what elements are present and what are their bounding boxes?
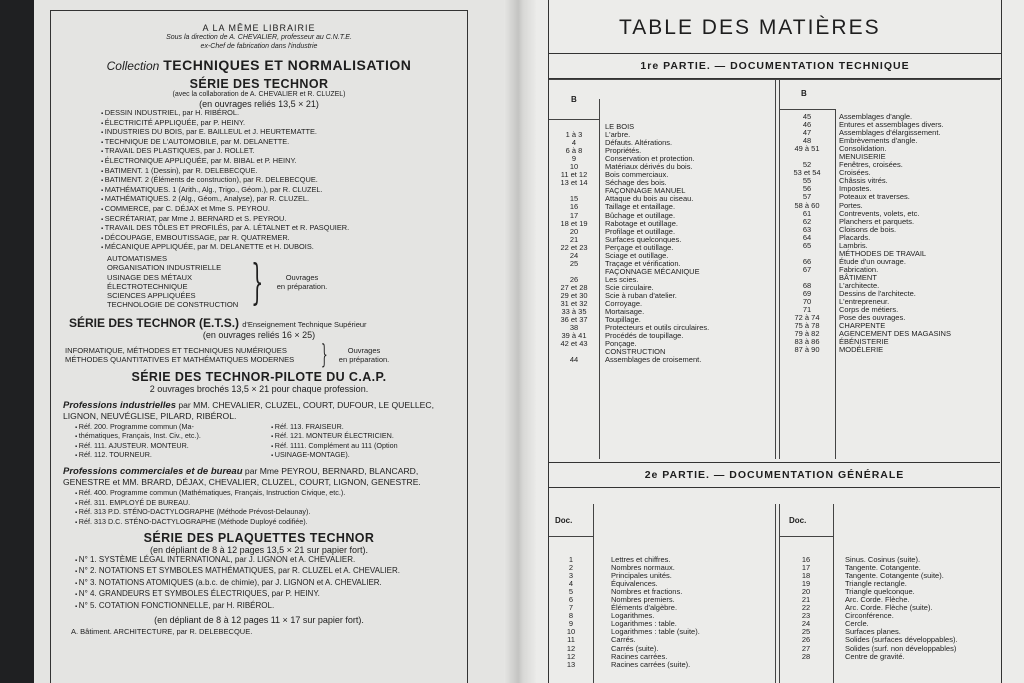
catalogue-item: ▪ SECRÉTARIAT, par Mme J. BERNARD et S. PEYROU. xyxy=(101,215,459,225)
toc-entry: BÂTIMENT xyxy=(839,272,877,282)
toc-plate-number: 47 xyxy=(802,128,812,138)
part2-label: PARTIE. — DOCUMENTATION GÉNÉRALE xyxy=(662,469,905,481)
plaquette-item: ▪ N° 5. COTATION FONCTIONNELLE, par H. RIBÉROL. xyxy=(75,601,459,612)
toc-plate-number: 56 xyxy=(802,184,812,194)
toc-plate-number: 13 et 14 xyxy=(560,178,588,188)
plaquette-item: ▪ N° 3. NOTATIONS ATOMIQUES (a.b.c. de chimie), par J. LIGNON et A. CHEVALIER. xyxy=(75,578,459,589)
toc-entry: Arc. Corde. Flèche (suite). xyxy=(845,603,933,613)
serie-technor-list xyxy=(101,109,459,253)
prep-block xyxy=(107,254,459,310)
toc-plate-number: 72 à 74 xyxy=(794,313,820,323)
part1-table xyxy=(549,79,1001,459)
toc-plate-number: 16 xyxy=(569,202,579,212)
part2-right-numbers xyxy=(779,556,833,669)
toc-plate-number: 52 xyxy=(802,160,812,170)
toc-entry: Fenêtres, croisées. xyxy=(839,160,903,170)
part1-title xyxy=(549,54,1001,79)
toc-entry: Racines carrées. xyxy=(611,651,668,661)
toc-doc-number: 27 xyxy=(801,643,811,653)
table-rule xyxy=(549,119,599,120)
toc-plate-number: 38 xyxy=(569,323,579,333)
catalogue-item: ▪ TECHNIQUE DE L'AUTOMOBILE, par M. DELANETTE. xyxy=(101,138,459,148)
toc-entry: Contrevents, volets, etc. xyxy=(839,208,920,218)
toc-doc-number: 19 xyxy=(801,579,811,589)
toc-entry: Étude d'un ouvrage. xyxy=(839,256,906,266)
plaquette-item: ▪ N° 1. SYSTÈME LÉGAL INTERNATIONAL, par J. LIGNON et A. CHEVALIER. xyxy=(75,555,459,566)
part2-left-items xyxy=(611,556,775,669)
toc-plate-number: 9 xyxy=(571,154,577,164)
toc-plate-number: 26 xyxy=(569,274,579,284)
ref-item: ▪ Réf. 121. MONTEUR ÉLECTRICIEN. xyxy=(271,432,398,441)
toc-entry: Lettres et chiffres. xyxy=(611,555,671,564)
prep-item: ÉLECTROTECHNIQUE xyxy=(107,281,188,291)
toc-plate-number: 39 à 41 xyxy=(561,331,587,341)
right-page xyxy=(536,0,1024,683)
toc-plate-number: 20 xyxy=(569,226,579,236)
toc-entry: Propriétés. xyxy=(605,146,642,156)
toc-doc-number: 12 xyxy=(566,651,576,661)
toc-entry: Toupillage. xyxy=(605,315,641,325)
toc-plate-number: 22 et 23 xyxy=(560,242,588,252)
prep-item: USINAGE DES MÉTAUX xyxy=(107,272,193,282)
serie-pilote-format: 2 ouvrages brochés 13,5 × 21 pour chaque profession. xyxy=(149,383,369,394)
toc-entry: Pose des ouvrages. xyxy=(839,313,906,323)
toc-entry: Matériaux dérivés du bois. xyxy=(605,162,693,172)
toc-doc-number: 13 xyxy=(566,659,576,669)
toc-doc-number: 18 xyxy=(801,571,811,581)
toc-plate-number: 15 xyxy=(569,194,579,204)
toc-entry: Logarithmes : table. xyxy=(611,619,677,629)
toc-plate-number: 4 xyxy=(571,138,577,148)
part1-left-items xyxy=(605,123,775,364)
toc-plate-number: 49 à 51 xyxy=(794,144,820,154)
toc-entry: Logarithmes : table (suite). xyxy=(611,627,700,637)
ref-item: ▪ Réf. 1111. Complément au 111 (Option xyxy=(271,442,398,451)
library-header: A LA MÊME LIBRAIRIE xyxy=(202,23,316,33)
prof-com-refs xyxy=(75,489,459,527)
toc-plate-number: 33 à 35 xyxy=(561,307,587,317)
toc-plate-number: 18 et 19 xyxy=(560,218,588,228)
prof-ind-authors: par MM. CHEVALIER, CLUZEL, COURT, DUFOUR, LE QUELLEC, LIGNON, NEUVÉGLISE, PILARD, RIBÉROL. xyxy=(63,399,435,421)
toc-doc-number: 24 xyxy=(801,619,811,629)
catalogue-item: ▪ BATIMENT. 1 (Dessin), par R. DELEBECQUE. xyxy=(101,167,459,177)
toc-entry: Cercle. xyxy=(845,619,869,629)
ref-item: ▪ Réf. 113. FRAISEUR. xyxy=(271,423,398,432)
part1-col-header-right: B xyxy=(801,89,807,98)
toc-entry: Surfaces planes. xyxy=(845,627,901,637)
table-rule xyxy=(599,99,600,459)
prep-item: ORGANISATION INDUSTRIELLE xyxy=(107,263,222,273)
toc-doc-number: 4 xyxy=(568,579,574,589)
part1-right-items xyxy=(839,113,999,354)
table-rule xyxy=(835,109,836,459)
toc-entry: AGENCEMENT DES MAGASINS xyxy=(839,329,951,339)
toc-entry: Bûchage et outillage. xyxy=(605,210,676,220)
table-rule xyxy=(775,79,776,459)
toc-entry: Perçage et outillage. xyxy=(605,242,674,252)
toc-entry: Rabotage et outillage. xyxy=(605,218,678,228)
table-rule xyxy=(593,504,594,683)
toc-plate-number: 63 xyxy=(802,224,812,234)
part2-table xyxy=(549,492,1000,683)
toc-entry: Nombres et fractions. xyxy=(611,587,683,597)
toc-entry: Principales unités. xyxy=(611,571,672,581)
catalogue-item: ▪ DESSIN INDUSTRIEL, par H. RIBÉROL. xyxy=(101,109,459,119)
toc-plate-number: 1 à 3 xyxy=(565,130,583,140)
toc-plate-number: 83 à 86 xyxy=(794,337,820,347)
toc-entry: Mortaisage. xyxy=(605,307,645,317)
catalogue-item: ▪ TRAVAIL DES TÔLES ET PROFILÉS, par A. LÉTALNET et R. PASQUIER. xyxy=(101,224,459,234)
brace-glyph: } xyxy=(321,339,328,370)
toc-plate-number: 17 xyxy=(569,210,579,220)
toc-entry: Séchage des bois. xyxy=(605,178,667,188)
catalogue-item: ▪ MATHÉMATIQUES. 1 (Arith., Alg., Trigo., Géom.), par R. CLUZEL. xyxy=(101,186,459,196)
catalogue-item: ▪ COMMERCE, par C. DÉJAX et Mme S. PEYROU. xyxy=(101,205,459,215)
catalogue-item: ▪ INDUSTRIES DU BOIS, par E. BAILLEUL et J. HEURTEMATTE. xyxy=(101,128,459,138)
toc-doc-number: 6 xyxy=(568,595,574,605)
toc-entry: Assemblages d'angle. xyxy=(839,112,913,121)
toc-entry: Logarithmes. xyxy=(611,611,655,621)
brace-glyph: } xyxy=(251,253,264,310)
toc-entry: Attaque du bois au ciseau. xyxy=(605,194,694,204)
toc-doc-number: 9 xyxy=(568,619,574,629)
prof-ind-label: Professions industrielles xyxy=(63,399,176,411)
serie-technor-collab: (avec la collaboration de A. CHEVALIER et R. CLUZEL) xyxy=(172,91,346,98)
catalogue-item: ▪ MÉCANIQUE APPLIQUÉE, par M. DELANETTE et H. DUBOIS. xyxy=(101,243,459,253)
serie-technor-format: (en ouvrages reliés 13,5 × 21) xyxy=(199,99,319,109)
toc-frame xyxy=(548,0,1002,683)
ets-note-1: Ouvrages xyxy=(347,345,381,355)
toc-entry: CONSTRUCTION xyxy=(605,347,666,357)
toc-entry: LE BOIS xyxy=(605,122,635,131)
toc-entry: Tangente. Cotangente. xyxy=(845,563,921,573)
toc-plate-number: 31 et 32 xyxy=(560,299,588,309)
part1-num: 1re xyxy=(640,60,660,72)
catalogue-item: ▪ ÉLECTRONIQUE APPLIQUÉE, par M. BIBAL et P. HEINY. xyxy=(101,157,459,167)
prof-com-list xyxy=(75,489,345,527)
prep-item: SCIENCES APPLIQUÉES xyxy=(107,291,196,301)
serie-ets-subtitle: d'Enseignement Technique Supérieur xyxy=(242,319,367,329)
toc-plate-number: 69 xyxy=(802,289,812,299)
toc-doc-number: 8 xyxy=(568,611,574,621)
toc-doc-number xyxy=(779,661,833,669)
ref-item: ▪ Réf. 200. Programme commun (Ma- xyxy=(75,423,271,432)
toc-doc-number: 22 xyxy=(801,603,811,613)
toc-doc-number: 2 xyxy=(568,563,574,573)
toc-plate-number: 29 et 30 xyxy=(560,290,588,300)
toc-entry: Nombres normaux. xyxy=(611,563,675,573)
toc-entry: Impostes. xyxy=(839,184,872,194)
ref-item: ▪ Réf. 313 D.C. STÉNO-DACTYLOGRAPHE (Méthode Duployé codifiée). xyxy=(75,518,345,527)
ref-item: ▪ Réf. 111. AJUSTEUR. MONTEUR. xyxy=(75,442,271,451)
toc-plate-number: 44 xyxy=(569,355,579,365)
toc-entry: Conservation et protection. xyxy=(605,154,695,164)
toc-plate-number: 45 xyxy=(802,112,812,121)
toc-doc-number: 25 xyxy=(801,627,811,637)
toc-title: TABLE DES MATIÈRES xyxy=(549,0,1001,54)
toc-doc-number: 7 xyxy=(568,603,574,613)
toc-entry: Équivalences. xyxy=(611,579,658,589)
toc-entry: Dessins de l'architecte. xyxy=(839,289,916,299)
toc-entry: Traçage et vérification. xyxy=(605,258,681,268)
prof-ind-col-a xyxy=(75,423,271,461)
toc-plate-number: 87 à 90 xyxy=(794,345,820,355)
toc-entry: Arc. Corde. Flèche. xyxy=(845,595,910,605)
catalogue-item: ▪ TRAVAIL DES PLASTIQUES, par J. ROLLET. xyxy=(101,147,459,157)
toc-entry: Corroyage. xyxy=(605,299,643,309)
toc-entry: Triangle rectangle. xyxy=(845,579,907,589)
prep-list xyxy=(107,254,238,310)
toc-entry: MODÉLERIE xyxy=(839,345,884,355)
part2-left-numbers xyxy=(549,556,593,669)
ets-note-2: en préparation. xyxy=(338,354,390,364)
ref-item: ▪ thématiques, Français, Inst. Civ., etc.). xyxy=(75,432,271,441)
toc-entry: L'architecte. xyxy=(839,280,880,290)
toc-doc-number: 5 xyxy=(568,587,574,597)
serie-technor-title: SÉRIE DES TECHNOR xyxy=(189,77,329,91)
toc-entry: Défauts. Altérations. xyxy=(605,138,673,148)
toc-entry xyxy=(845,661,1001,669)
toc-entry: Consolidation. xyxy=(839,144,887,154)
prep-item: AUTOMATISMES xyxy=(107,253,168,263)
toc-plate-number: 64 xyxy=(802,232,812,242)
direction-line-2: ex-Chef de fabrication dans l'industrie xyxy=(200,43,318,50)
serie-ets-title xyxy=(69,316,459,330)
prof-com-label: Professions commerciales et de bureau xyxy=(63,466,243,478)
part2-col-header-right: Doc. xyxy=(789,516,807,525)
serie-pilote-title: SÉRIE DES TECHNOR-PILOTE DU C.A.P. xyxy=(131,369,387,384)
serie-ets-format: (en ouvrages reliés 16 × 25) xyxy=(202,329,316,340)
toc-entry: Placards. xyxy=(839,232,871,242)
collection-title xyxy=(59,57,459,73)
toc-entry: Assemblages d'élargissement. xyxy=(839,128,941,138)
toc-plate-number: 71 xyxy=(802,305,812,315)
toc-entry: Embrèvements d'angle. xyxy=(839,136,918,146)
toc-entry: Carrés. xyxy=(611,635,636,645)
toc-entry: Surfaces quelconques. xyxy=(605,234,682,244)
toc-plate-number: 36 et 37 xyxy=(560,315,588,325)
ref-item: ▪ USINAGE-MONTAGE). xyxy=(271,451,398,460)
toc-doc-number: 3 xyxy=(568,571,574,581)
toc-entry: Les scies. xyxy=(605,274,639,284)
toc-entry: MÉTHODES DE TRAVAIL xyxy=(839,248,927,258)
prof-com-authors: par Mme PEYROU, BERNARD, BLANCARD, GENESTRE et MM. BRARD, DÉJAX, CHEVALIER, CLUZEL, COURT, LIGNON, GENESTRE. xyxy=(63,466,421,488)
toc-entry: Centre de gravité. xyxy=(845,651,905,661)
toc-entry: Racines carrées (suite). xyxy=(611,659,691,669)
toc-entry: Châssis vitrés. xyxy=(839,176,888,186)
toc-entry: Bois commerciaux. xyxy=(605,170,669,180)
toc-plate-number: 79 à 82 xyxy=(794,329,820,339)
toc-entry: Cloisons de bois. xyxy=(839,224,897,234)
collection-name: TECHNIQUES ET NORMALISATION xyxy=(163,57,412,73)
toc-plate-number: 10 xyxy=(569,162,579,172)
toc-entry: Profilage et outillage. xyxy=(605,226,676,236)
serie-plaq-last: A. Bâtiment. ARCHITECTURE, par R. DELEBECQUE. xyxy=(71,626,253,636)
toc-plate-number: 67 xyxy=(802,264,812,274)
part2-right-items xyxy=(845,556,1001,669)
toc-entry: Scie à ruban d'atelier. xyxy=(605,290,677,300)
toc-plate-number: 57 xyxy=(802,192,812,202)
toc-entry: Fabrication. xyxy=(839,264,879,274)
book-gutter xyxy=(504,0,536,683)
toc-entry: Procédés de toupillage. xyxy=(605,331,684,341)
catalogue-item: ▪ BATIMENT. 2 (Éléments de construction), par R. DELEBECQUE. xyxy=(101,176,459,186)
part2-title xyxy=(549,462,1000,488)
toc-entry: FAÇONNAGE MÉCANIQUE xyxy=(605,266,700,276)
toc-plate-number: 65 xyxy=(802,240,812,250)
toc-plate-number: 6 à 8 xyxy=(565,146,583,156)
plaquette-item: ▪ N° 2. NOTATIONS ET SYMBOLES MATHÉMATIQUES, par R. CLUZEL et A. CHEVALIER. xyxy=(75,566,459,577)
table-rule xyxy=(833,504,834,683)
prof-ind-col-b xyxy=(271,423,398,461)
prep-note xyxy=(277,273,327,291)
toc-entry: Portes. xyxy=(839,200,863,210)
plaquette-item: ▪ N° 4. GRANDEURS ET SYMBOLES ÉLECTRIQUES, par P. HEINY. xyxy=(75,589,459,600)
toc-entry: Corps de métiers. xyxy=(839,305,899,315)
toc-plate-number: 42 et 43 xyxy=(560,339,588,349)
toc-plate-number: 11 et 12 xyxy=(560,170,588,180)
toc-plate-number: 48 xyxy=(802,136,812,146)
part2-col-header-left: Doc. xyxy=(555,516,573,525)
ets-note xyxy=(339,346,389,364)
toc-doc-number: 23 xyxy=(801,611,811,621)
serie-plaq-title: SÉRIE DES PLAQUETTES TECHNOR xyxy=(143,530,375,545)
toc-plate-number: 58 à 60 xyxy=(794,200,820,210)
toc-entry: FAÇONNAGE MANUEL xyxy=(605,186,686,196)
prep-note-1: Ouvrages xyxy=(285,272,319,282)
toc-entry: Triangle quelconque. xyxy=(845,587,915,597)
toc-entry: Solides (surfaces développables). xyxy=(845,635,958,645)
toc-doc-number: 16 xyxy=(801,555,811,564)
toc-doc-number: 20 xyxy=(801,587,811,597)
table-rule xyxy=(779,109,835,110)
ets-list xyxy=(65,346,294,364)
table-rule xyxy=(779,536,833,537)
ets-block xyxy=(65,339,459,370)
serie-ets-name: SÉRIE DES TECHNOR (E.T.S.) xyxy=(69,315,240,330)
toc-entry: MENUISERIE xyxy=(839,152,886,162)
toc-plate-number: 62 xyxy=(802,216,812,226)
part1-label: PARTIE. — DOCUMENTATION TECHNIQUE xyxy=(663,60,910,72)
toc-plate-number: 21 xyxy=(569,234,579,244)
book-spine xyxy=(0,0,34,683)
toc-entry: Carrés (suite). xyxy=(611,643,659,653)
toc-plate-number: 46 xyxy=(802,120,812,130)
table-rule xyxy=(775,504,776,683)
toc-doc-number: 28 xyxy=(801,651,811,661)
toc-doc-number: 11 xyxy=(567,635,575,645)
toc-plate-number: 66 xyxy=(802,256,812,266)
toc-plate-number: 25 xyxy=(569,258,579,268)
toc-entry: Scie circulaire. xyxy=(605,282,654,292)
ets-item: INFORMATIQUE, MÉTHODES ET TECHNIQUES NUMÉRIQUES xyxy=(65,345,287,355)
toc-plate-number: 75 à 78 xyxy=(794,321,820,331)
toc-doc-number: 21 xyxy=(801,595,811,605)
toc-plate-number: 55 xyxy=(802,176,812,186)
toc-plate-number: 70 xyxy=(802,297,812,307)
toc-entry: ÉBÉNISTERIE xyxy=(839,337,889,347)
toc-entry: Sinus. Cosinus (suite). xyxy=(845,555,921,564)
serie-plaq-format-2: (en dépliant de 8 à 12 pages 11 × 17 sur papier fort). xyxy=(154,614,364,625)
toc-plate-number: 24 xyxy=(569,250,579,260)
toc-plate-number: 27 et 28 xyxy=(560,282,588,292)
catalogue-frame xyxy=(50,10,468,683)
ets-item: MÉTHODES QUANTITATIVES ET MATHÉMATIQUES MODERNES xyxy=(65,354,295,364)
toc-doc-number: 10 xyxy=(566,627,576,637)
part1-right-numbers xyxy=(779,113,835,354)
toc-entry: Assemblages de croisement. xyxy=(605,355,702,365)
left-page xyxy=(34,0,504,683)
toc-entry: Entures et assemblages divers. xyxy=(839,120,944,130)
part2-num: 2e xyxy=(644,469,659,481)
catalogue-item: ▪ DÉCOUPAGE, EMBOUTISSAGE, par R. QUATREMER. xyxy=(101,234,459,244)
toc-entry: L'arbre. xyxy=(605,130,631,140)
prof-commerciales xyxy=(63,466,455,487)
toc-doc-number: 17 xyxy=(801,563,811,573)
toc-entry: Poteaux et traverses. xyxy=(839,192,910,202)
part1-col-header-left: B xyxy=(571,95,577,104)
ref-item: ▪ Réf. 311. EMPLOYÉ DE BUREAU. xyxy=(75,499,345,508)
prof-industrielles xyxy=(63,400,455,421)
toc-entry: Sciage et outillage. xyxy=(605,250,669,260)
toc-entry: L'entrepreneur. xyxy=(839,297,890,307)
toc-plate-number: 68 xyxy=(802,280,812,290)
ref-item: ▪ Réf. 400. Programme commun (Mathématiques, Français, Instruction Civique, etc.). xyxy=(75,489,345,498)
ref-item: ▪ Réf. 313 P.D. STÉNO-DACTYLOGRAPHE (Méthode Prévost-Delaunay). xyxy=(75,508,345,517)
collection-prefix: Collection xyxy=(106,59,160,73)
toc-entry: Ponçage. xyxy=(605,339,637,349)
toc-entry: Lambris. xyxy=(839,240,868,250)
toc-plate-number: 61 xyxy=(802,208,812,218)
toc-entry: Éléments d'algèbre. xyxy=(611,603,678,613)
toc-entry: Nombres premiers. xyxy=(611,595,675,605)
direction-line-1: Sous la direction de A. CHEVALIER, professeur au C.N.T.E. xyxy=(166,34,352,41)
toc-doc-number: 1 xyxy=(568,555,574,564)
toc-entry: Protecteurs et outils circulaires. xyxy=(605,323,710,333)
toc-entry: CHARPENTE xyxy=(839,321,886,331)
ref-item: ▪ Réf. 112. TOURNEUR. xyxy=(75,451,271,460)
part1-left-numbers xyxy=(549,123,599,364)
table-rule xyxy=(549,536,593,537)
toc-entry: Taillage et entaillage. xyxy=(605,202,676,212)
toc-entry: Tangente. Cotangente (suite). xyxy=(845,571,944,581)
toc-entry: Circonférence. xyxy=(845,611,894,621)
toc-entry: Croisées. xyxy=(839,168,871,178)
prep-item: TECHNOLOGIE DE CONSTRUCTION xyxy=(107,300,239,310)
catalogue-item: ▪ ÉLECTRICITÉ APPLIQUÉE, par P. HEINY. xyxy=(101,119,459,129)
prof-ind-refs xyxy=(75,423,459,461)
serie-plaq-list xyxy=(75,555,459,612)
catalogue-item: ▪ MATHÉMATIQUES. 2 (Alg., Géom., Analyse), par R. CLUZEL. xyxy=(101,195,459,205)
prep-note-2: en préparation. xyxy=(276,281,328,291)
toc-entry: Planchers et parquets. xyxy=(839,216,915,226)
toc-entry: Solides (surf. non développables) xyxy=(845,643,957,653)
toc-doc-number: 26 xyxy=(801,635,811,645)
serie-plaq-format: (en dépliant de 8 à 12 pages 13,5 × 21 sur papier fort). xyxy=(150,544,368,555)
toc-doc-number: 12 xyxy=(566,643,576,653)
toc-plate-number: 53 et 54 xyxy=(793,168,821,178)
